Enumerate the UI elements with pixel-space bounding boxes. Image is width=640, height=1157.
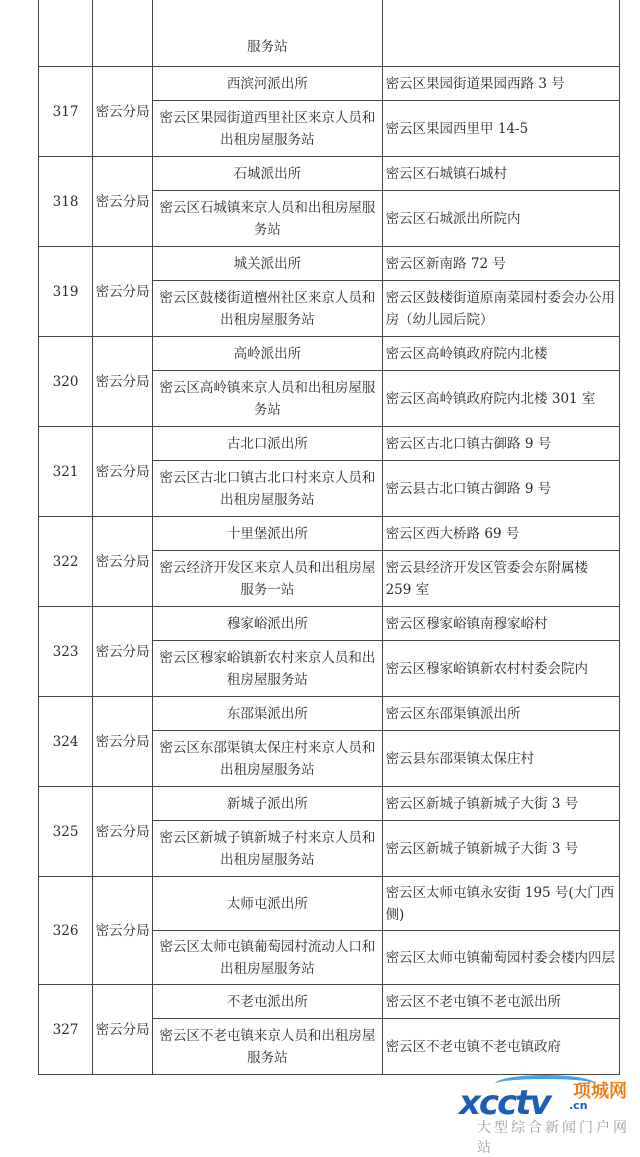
police-station-name: 不老屯派出所 (153, 985, 382, 1019)
service-station-name: 密云区新城子镇新城子村来京人员和出租房屋服务站 (153, 821, 382, 877)
service-station-name: 密云区太师屯镇葡萄园村流动人口和出租房屋服务站 (153, 931, 382, 985)
row-number: 322 (39, 517, 93, 607)
police-station-address: 密云区古北口镇古御路 9 号 (382, 427, 619, 461)
table-row (39, 427, 620, 461)
police-station-address: 密云区太师屯镇永安街 195 号(大门西侧) (382, 877, 619, 931)
table-row (39, 67, 620, 101)
police-station-name: 高岭派出所 (153, 337, 382, 371)
police-station-address: 密云区石城镇石城村 (382, 157, 619, 191)
service-station-address: 密云县经济开发区管委会东附属楼 259 室 (382, 551, 619, 607)
service-station-address: 密云区新城子镇新城子大街 3 号 (382, 821, 619, 877)
service-station-name: 密云区东邵渠镇太保庄村来京人员和出租房屋服务站 (153, 731, 382, 787)
police-station-name: 古北口派出所 (153, 427, 382, 461)
watermark-tagline: 大型综合新闻门户网站 (477, 1120, 630, 1156)
police-station-address: 密云区东邵渠镇派出所 (382, 697, 619, 731)
police-station-name: 城关派出所 (153, 247, 382, 281)
service-station-address: 密云县古北口镇古御路 9 号 (382, 461, 619, 517)
district-bureau: 密云分局 (93, 67, 153, 157)
service-station-address: 密云区不老屯镇不老屯镇政府 (382, 1019, 619, 1075)
service-station-name: 密云区穆家峪镇新农村来京人员和出租房屋服务站 (153, 641, 382, 697)
table-row (39, 607, 620, 641)
service-station-address: 密云区果园西里甲 14-5 (382, 101, 619, 157)
service-station-address: 密云区高岭镇政府院内北楼 301 室 (382, 371, 619, 427)
service-station-address: 密云区石城派出所院内 (382, 191, 619, 247)
service-station-name: 服务站 (153, 0, 382, 67)
district-bureau: 密云分局 (93, 787, 153, 877)
service-station-name: 密云区石城镇来京人员和出租房屋服务站 (153, 191, 382, 247)
table-row (39, 697, 620, 731)
police-station-address: 密云区果园街道果园西路 3 号 (382, 67, 619, 101)
row-number: 321 (39, 427, 93, 517)
service-station-address: 密云区太师屯镇葡萄园村委会楼内四层 (382, 931, 619, 985)
police-station-address: 密云区新南路 72 号 (382, 247, 619, 281)
police-station-name: 穆家峪派出所 (153, 607, 382, 641)
service-station-address: 密云县东邵渠镇太保庄村 (382, 731, 619, 787)
table-row (39, 877, 620, 931)
table-row (39, 247, 620, 281)
district-bureau: 密云分局 (93, 607, 153, 697)
row-number: 320 (39, 337, 93, 427)
police-station-name: 十里堡派出所 (153, 517, 382, 551)
district-bureau: 密云分局 (93, 877, 153, 985)
police-station-address: 密云区穆家峪镇南穆家峪村 (382, 607, 619, 641)
watermark-logo-text: xcctv (459, 1083, 550, 1123)
row-number: 325 (39, 787, 93, 877)
row-number: 326 (39, 877, 93, 985)
police-station-address: 密云区西大桥路 69 号 (382, 517, 619, 551)
service-station-address: 密云区鼓楼街道原南菜园村委会办公用房（幼儿园后院） (382, 281, 619, 337)
district-bureau: 密云分局 (93, 985, 153, 1075)
district-bureau: 密云分局 (93, 427, 153, 517)
row-number: 327 (39, 985, 93, 1075)
row-number: 317 (39, 67, 93, 157)
service-station-name: 密云经济开发区来京人员和出租房屋服务一站 (153, 551, 382, 607)
table-row (39, 787, 620, 821)
district-bureau: 密云分局 (93, 247, 153, 337)
watermark-domain: .cn (569, 1099, 588, 1112)
police-station-table (38, 0, 620, 1075)
table-row (39, 0, 620, 67)
service-station-name: 密云区古北口镇古北口村来京人员和出租房屋服务站 (153, 461, 382, 517)
district-bureau: 密云分局 (93, 697, 153, 787)
table-row (39, 337, 620, 371)
police-station-address: 密云区高岭镇政府院内北楼 (382, 337, 619, 371)
service-station-name: 密云区果园街道西里社区来京人员和出租房屋服务站 (153, 101, 382, 157)
service-station-address: 密云区穆家峪镇新农村村委会院内 (382, 641, 619, 697)
row-number: 318 (39, 157, 93, 247)
watermark-logo (455, 1075, 635, 1156)
row-number: 324 (39, 697, 93, 787)
row-number: 319 (39, 247, 93, 337)
service-station-name: 密云区高岭镇来京人员和出租房屋服务站 (153, 371, 382, 427)
police-station-name: 太师屯派出所 (153, 877, 382, 931)
row-number: 323 (39, 607, 93, 697)
police-station-address: 密云区不老屯镇不老屯派出所 (382, 985, 619, 1019)
table-row (39, 157, 620, 191)
table-row (39, 985, 620, 1019)
district-bureau: 密云分局 (93, 157, 153, 247)
district-bureau: 密云分局 (93, 337, 153, 427)
police-station-name: 东邵渠派出所 (153, 697, 382, 731)
table-row (39, 517, 620, 551)
service-station-name: 密云区鼓楼街道檀州社区来京人员和出租房屋服务站 (153, 281, 382, 337)
police-station-name: 新城子派出所 (153, 787, 382, 821)
police-station-name: 西滨河派出所 (153, 67, 382, 101)
district-bureau: 密云分局 (93, 517, 153, 607)
police-station-name: 石城派出所 (153, 157, 382, 191)
watermark-site-name: 项城网 (573, 1081, 627, 1102)
police-station-address: 密云区新城子镇新城子大街 3 号 (382, 787, 619, 821)
service-station-name: 密云区不老屯镇来京人员和出租房屋服务站 (153, 1019, 382, 1075)
